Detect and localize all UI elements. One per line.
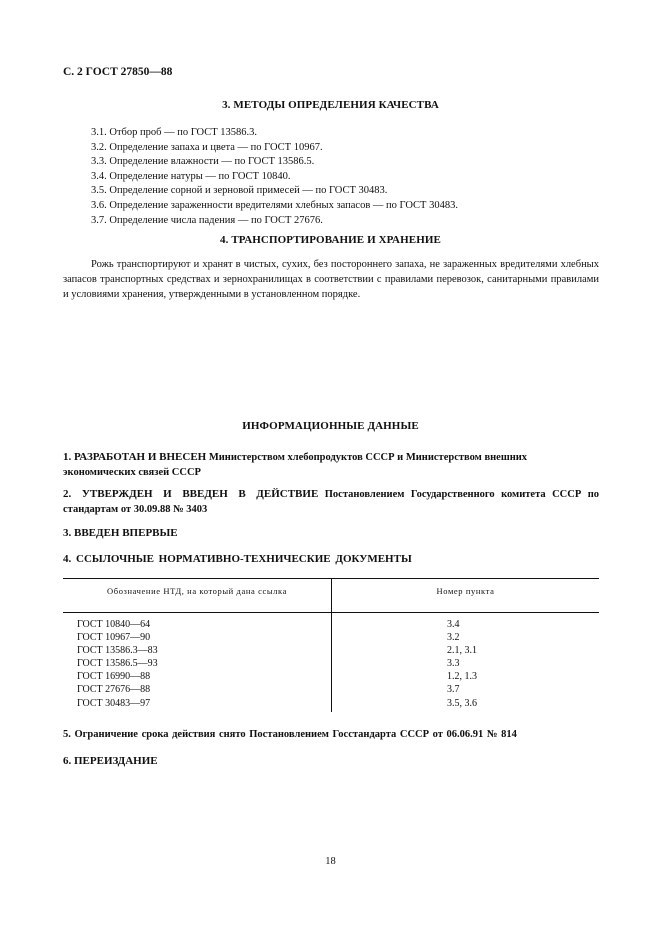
table-cell-doc: ГОСТ 30483—97 (77, 697, 151, 709)
info-item-1-lead: 1. РАЗРАБОТАН И ВНЕСЕН (63, 451, 207, 463)
table-col1-header: Обозначение НТД, на который дана ссылка (107, 586, 287, 596)
list-item: 3.7. Определение числа падения — по ГОСТ 27676. (91, 214, 323, 226)
list-item: 3.6. Определение зараженности вредителями хлебных запасов — по ГОСТ 30483. (91, 199, 458, 211)
table-cell-doc: ГОСТ 16990—88 (77, 671, 151, 683)
list-item: 3.1. Отбор проб — по ГОСТ 13586.3. (91, 127, 258, 138)
section-4-paragraph: Рожь транспортируют и хранят в чистых, сухих, без постороннего запаха, не зараженных вредителями хлебных запасов транспортных средствах и зернохранилищах в соответствии с правилами перевозок, санитарными правилами и условиями хранения, утвержденными в установленном порядке. (63, 259, 599, 301)
table-cell-doc: ГОСТ 10967—90 (77, 632, 151, 644)
table-cell-doc: ГОСТ 13586.5—93 (77, 658, 158, 670)
table-cell-clause: 3.3 (447, 658, 460, 670)
table-cell-clause: 3.5, 3.6 (447, 697, 477, 709)
table-cell-clause: 3.7 (447, 684, 460, 696)
info-item-5 (63, 728, 599, 743)
info-item-2 (63, 487, 599, 517)
section-4-title: 4. ТРАНСПОРТИРОВАНИЕ И ХРАНЕНИЕ (220, 234, 441, 246)
list-item: 3.3. Определение влажности — по ГОСТ 13586.5. (91, 156, 315, 168)
info-item-3-text: 3. ВВЕДЕН ВПЕРВЫЕ (63, 527, 178, 539)
table-cell-clause: 3.2 (447, 632, 460, 644)
info-item-1-text: Министерством хлебопродуктов СССР и Министерством внешних экономических связей СССР (63, 452, 528, 478)
page-header: С. 2 ГОСТ 27850—88 (63, 66, 173, 78)
table-cell-clause: 1.2, 1.3 (447, 671, 477, 683)
list-item: 3.4. Определение натуры — по ГОСТ 10840. (91, 170, 291, 182)
page-number: 18 (325, 856, 336, 867)
info-item-3 (63, 526, 599, 542)
table-cell-clause: 3.4 (447, 619, 460, 630)
info-item-2-text: Постановлением Государственного комитета СССР по стандартам от 30.09.88 № 3403 (63, 489, 600, 515)
list-item: 3.2. Определение запаха и цвета — по ГОСТ 10967. (91, 141, 323, 153)
info-item-4 (63, 552, 599, 568)
table-cell-doc: ГОСТ 10840—64 (77, 619, 151, 630)
info-title: ИНФОРМАЦИОННЫЕ ДАННЫЕ (242, 420, 419, 432)
section-3-title: 3. МЕТОДЫ ОПРЕДЕЛЕНИЯ КАЧЕСТВА (222, 99, 439, 111)
list-item: 3.5. Определение сорной и зерновой примесей — по ГОСТ 30483. (91, 185, 388, 197)
table-cell-doc: ГОСТ 27676—88 (77, 684, 151, 696)
table-col2 (447, 618, 477, 710)
info-item-6-text: 6. ПЕРЕИЗДАНИЕ (63, 755, 158, 767)
info-item-4-text: 4. ССЫЛОЧНЫЕ НОРМАТИВНО-ТЕХНИЧЕСКИЕ ДОКУМЕНТЫ (63, 553, 412, 565)
table-body-divider (331, 612, 332, 712)
table-col1 (77, 618, 158, 710)
section-3-list (91, 126, 458, 228)
info-item-5-text: 5. Ограничение срока действия снято Постановлением Госстандарта СССР от 06.06.91 № 814 (63, 729, 517, 740)
table-cell-clause: 2.1, 3.1 (447, 645, 477, 657)
info-item-1 (63, 450, 599, 480)
info-item-6 (63, 754, 599, 770)
table-col2-header: Номер пункта (436, 586, 495, 596)
info-item-2-lead: 2. УТВЕРЖДЕН И ВВЕДЕН В ДЕЙСТВИЕ (63, 488, 319, 500)
table-cell-doc: ГОСТ 13586.3—83 (77, 645, 158, 657)
